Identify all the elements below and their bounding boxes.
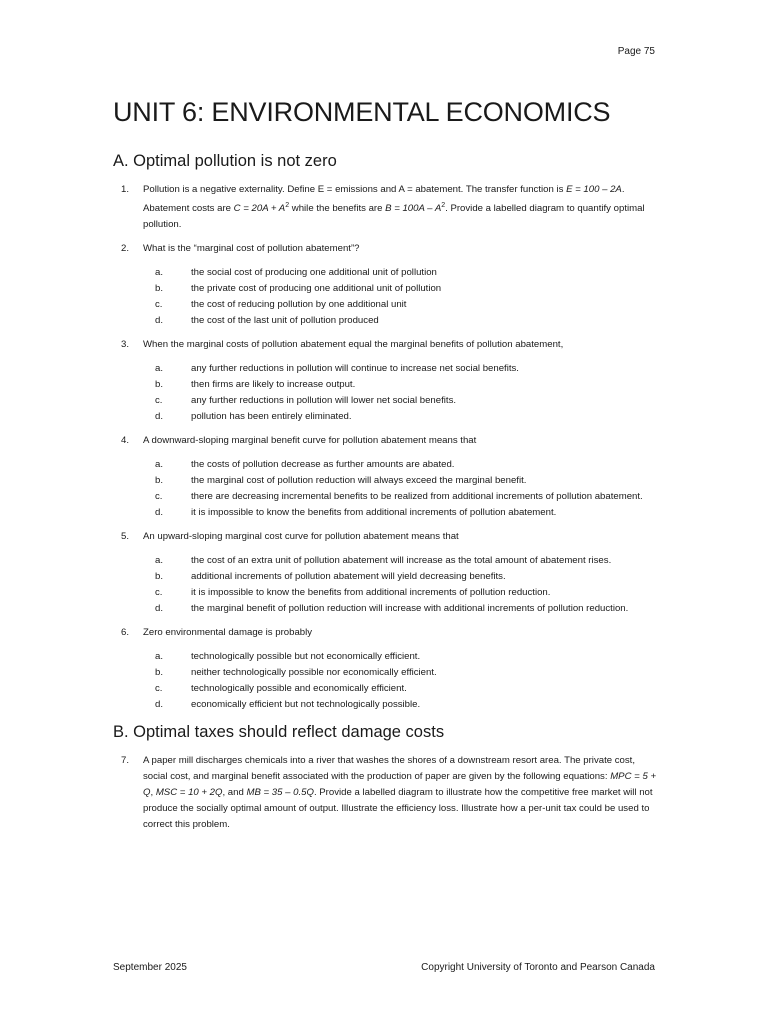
- page-content: [113, 94, 658, 841]
- option-c: c. the cost of reducing pollution by one additional unit: [155, 299, 407, 311]
- question-number: 2.: [121, 243, 130, 255]
- section-a-title: A. Optimal pollution is not zero: [113, 152, 337, 170]
- footer-date: September 2025: [113, 962, 187, 973]
- question-text: When the marginal costs of pollution abatement equal the marginal benefits of pollution abatement,: [143, 339, 564, 351]
- page-number: Page 75: [617, 46, 655, 57]
- question-4-options: [155, 457, 658, 521]
- option-c: c. technologically possible and economically efficient.: [155, 683, 407, 695]
- question-2: [113, 241, 658, 257]
- question-number: 4.: [121, 435, 130, 447]
- question-3: [113, 337, 658, 353]
- question-number: 7.: [121, 755, 130, 767]
- option-c: c. any further reductions in pollution will lower net social benefits.: [155, 395, 457, 407]
- question-5: [113, 529, 658, 545]
- option-b: b. neither technologically possible nor economically efficient.: [155, 667, 437, 679]
- option-d: d. economically efficient but not technologically possible.: [155, 699, 421, 711]
- question-4: [113, 433, 658, 449]
- option-b: b. the marginal cost of pollution reduction will always exceed the marginal benefit.: [155, 475, 527, 487]
- question-text: What is the “marginal cost of pollution abatement”?: [143, 243, 360, 255]
- question-6-options: [155, 649, 658, 713]
- option-d: d. pollution has been entirely eliminated.: [155, 411, 352, 423]
- option-a: a. technologically possible but not economically efficient.: [155, 651, 421, 663]
- option-a: a. any further reductions in pollution will continue to increase net social benefits.: [155, 363, 519, 375]
- question-text: A paper mill discharges chemicals into a river that washes the shores of a downstream resort area. The private cost, social cost, and marginal benefit associated with the production of paper are given by the following equations: MPC = 5 + Q, MSC = 10 + 2Q, and MB = 35 – 0.5Q. Provide a labelled diagram to illustrate how the competitive free market will not produce the socially optimal amount of output. Illustrate the efficiency loss. Illustrate how a per-unit tax could be used to correct this problem.: [143, 755, 657, 831]
- option-d: d. the cost of the last unit of pollution produced: [155, 315, 379, 327]
- question-text: Pollution is a negative externality. Define E = emissions and A = abatement. The transfer function is E = 100 – 2A. Abatement costs are $C = 20A + A^2$ while the benefits are $B = 100A - A^2$. Provide a labelled diagram to quantify optimal pollution.: [143, 184, 645, 231]
- option-c: c. there are decreasing incremental benefits to be realized from additional increments of pollution abatement.: [155, 491, 643, 503]
- option-a: a. the social cost of producing one additional unit of pollution: [155, 267, 437, 279]
- option-d: d. it is impossible to know the benefits from additional increments of pollution abatement.: [155, 507, 557, 519]
- question-5-options: [155, 553, 658, 617]
- option-d: d. the marginal benefit of pollution reduction will increase with additional increments of pollution reduction.: [155, 603, 629, 615]
- question-text: An upward-sloping marginal cost curve for pollution abatement means that: [143, 531, 459, 543]
- question-number: 3.: [121, 339, 130, 351]
- option-b: b. then firms are likely to increase output.: [155, 379, 356, 391]
- question-text: Zero environmental damage is probably: [143, 627, 313, 639]
- question-2-options: [155, 265, 658, 329]
- question-number: 1.: [121, 184, 130, 195]
- option-a: a. the costs of pollution decrease as further amounts are abated.: [155, 459, 455, 471]
- option-b: b. additional increments of pollution abatement will yield decreasing benefits.: [155, 571, 506, 583]
- question-text: A downward-sloping marginal benefit curve for pollution abatement means that: [143, 435, 477, 447]
- question-number: 6.: [121, 627, 130, 639]
- page-footer: [113, 962, 655, 973]
- question-7: [113, 753, 658, 833]
- question-1: [113, 182, 658, 233]
- unit-title: UNIT 6: ENVIRONMENTAL ECONOMICS: [113, 97, 611, 127]
- option-b: b. the private cost of producing one additional unit of pollution: [155, 283, 442, 295]
- option-a: a. the cost of an extra unit of pollution abatement will increase as the total amount of abatement rises.: [155, 555, 612, 567]
- question-3-options: [155, 361, 658, 425]
- option-c: c. it is impossible to know the benefits from additional increments of pollution reduction.: [155, 587, 551, 599]
- question-number: 5.: [121, 531, 130, 543]
- section-b-title: B. Optimal taxes should reflect damage costs: [113, 723, 445, 742]
- question-6: [113, 625, 658, 641]
- footer-copyright: Copyright University of Toronto and Pearson Canada: [421, 962, 655, 973]
